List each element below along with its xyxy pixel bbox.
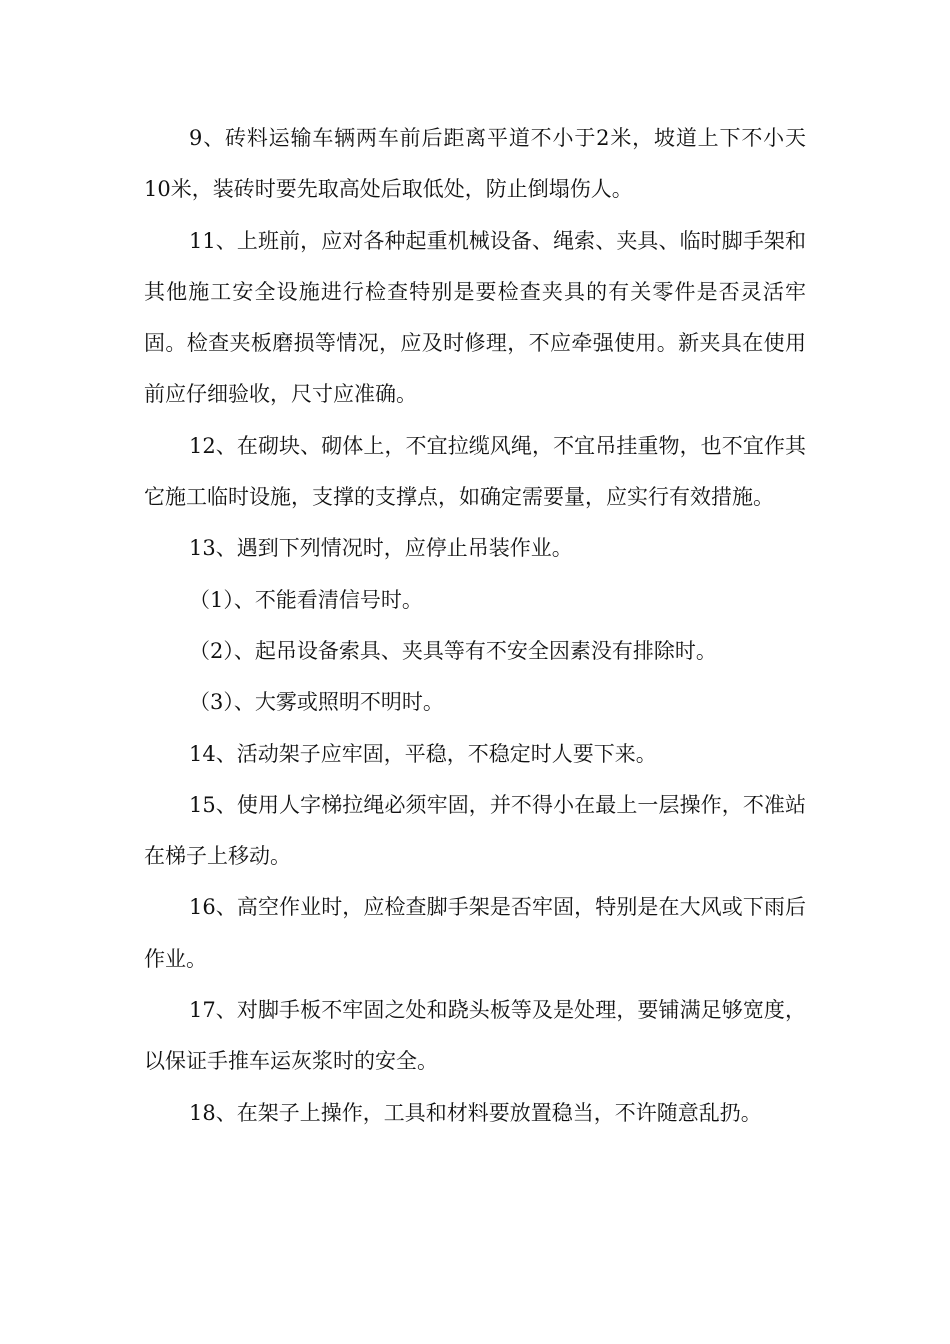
paragraph-item-15: 15、使用人字梯拉绳必须牢固，并不得小在最上一层操作，不准站在梯子上移动。 <box>144 792 806 869</box>
paragraph-item-9: 9、砖料运输车辆两车前后距离平道不小于2米，坡道上下不小天10米，装砖时要先取高处后取低处，防止倒塌伤人。 <box>144 126 806 202</box>
paragraph-item-14: 14、活动架子应牢固，平稳，不稳定时人要下来。 <box>189 741 657 766</box>
paragraph-item-17: 17、对脚手板不牢固之处和跷头板等及是处理，要铺满足够宽度，以保证手推车运灰浆时的安全。 <box>144 998 806 1074</box>
paragraph-subitem-3: （3）、大雾或照明不明时。 <box>189 690 444 715</box>
paragraph-item-12: 12、在砌块、砌体上，不宜拉缆风绳，不宜吊挂重物，也不宜作其它施工临时设施，支撑的支撑点，如确定需要量，应实行有效措施。 <box>144 433 806 510</box>
document-body <box>144 113 806 1139</box>
paragraph-subitem-2: （2）、起吊设备索具、夹具等有不安全因素没有排除时。 <box>189 638 717 663</box>
paragraph-item-11: 11、上班前，应对各种起重机械设备、绳索、夹具、临时脚手架和其他施工安全设施进行检查特别是要检查夹具的有关零件是否灵活牢固。检查夹板磨损等情况，应及时修理，不应牵强使用。新夹具在使用前应仔细验收，尺寸应准确。 <box>144 228 806 407</box>
paragraph-item-18: 18、在架子上操作，工具和材料要放置稳当，不许随意乱扔。 <box>189 1100 762 1125</box>
paragraph-subitem-1: （1）、不能看清信号时。 <box>189 587 423 612</box>
paragraph-item-16: 16、高空作业时，应检查脚手架是否牢固，特别是在大风或下雨后作业。 <box>144 895 806 971</box>
paragraph-item-13: 13、遇到下列情况时，应停止吊装作业。 <box>189 536 573 561</box>
